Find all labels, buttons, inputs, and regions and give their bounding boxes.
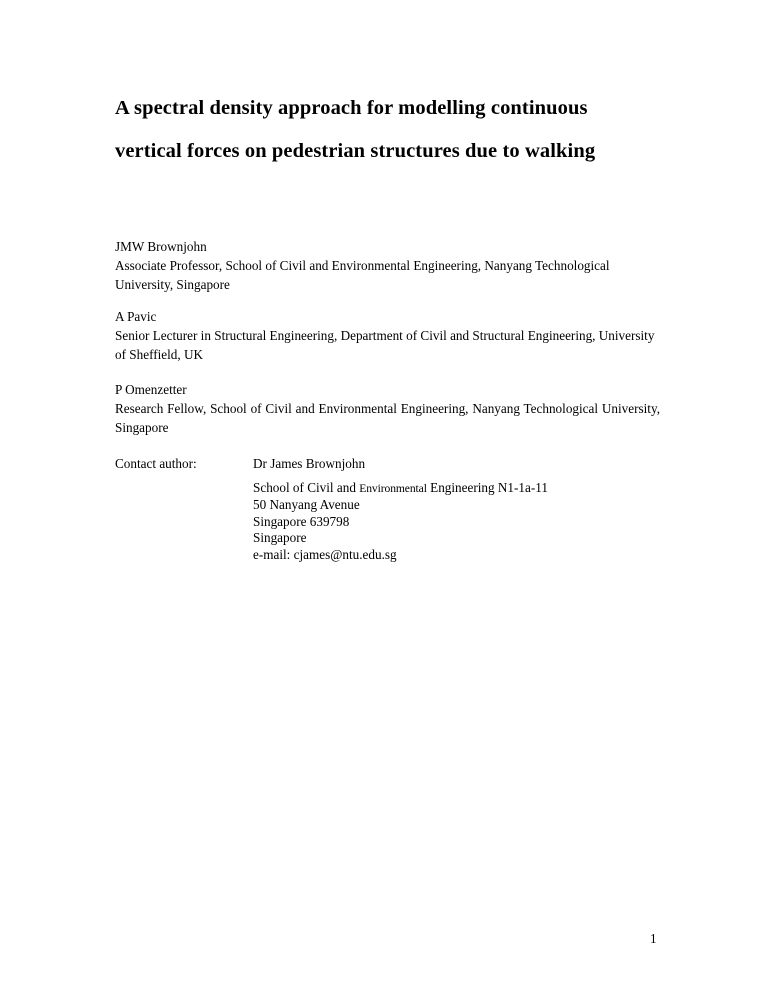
paper-title — [115, 87, 660, 173]
author-block-pavic — [115, 307, 660, 364]
author-block-brownjohn — [115, 237, 660, 294]
author-name: P Omenzetter — [115, 382, 187, 397]
paper-title-line-1: A spectral density approach for modelling continuous — [115, 97, 588, 119]
contact-author-name: Dr James Brownjohn — [253, 456, 366, 471]
address-line-postal: Singapore 639798 — [253, 513, 350, 529]
address-line-country: Singapore — [253, 530, 307, 546]
contact-address — [253, 480, 660, 563]
author-name: JMW Brownjohn — [115, 239, 207, 254]
author-name: A Pavic — [115, 309, 157, 324]
address-line-school-post: Engineering N1-1a-11 — [426, 480, 548, 495]
paper-title-line-2: vertical forces on pedestrian structures due to walking — [115, 140, 596, 162]
contact-email: e-mail: cjames@ntu.edu.sg — [253, 546, 397, 562]
author-affiliation: Research Fellow, School of Civil and Environmental Engineering, Nanyang Technological University, Singapore — [115, 401, 660, 435]
author-affiliation: Senior Lecturer in Structural Engineering, Department of Civil and Structural Engineering, University of Sheffield, UK — [115, 328, 655, 362]
address-line-school — [253, 480, 660, 497]
page-content — [115, 0, 660, 563]
address-line-school-pre: School of Civil and — [253, 480, 360, 495]
author-list — [115, 237, 660, 437]
address-line-street: 50 Nanyang Avenue — [253, 497, 360, 513]
address-line-school-mid: Environmental — [359, 482, 427, 495]
author-affiliation: Associate Professor, School of Civil and Environmental Engineering, Nanyang Technological University, Singapore — [115, 258, 610, 292]
contact-label: Contact author: — [115, 456, 197, 471]
author-block-omenzetter — [115, 380, 660, 437]
page-number: 1 — [650, 931, 657, 946]
contact-section — [115, 454, 660, 563]
contact-row — [115, 454, 660, 473]
